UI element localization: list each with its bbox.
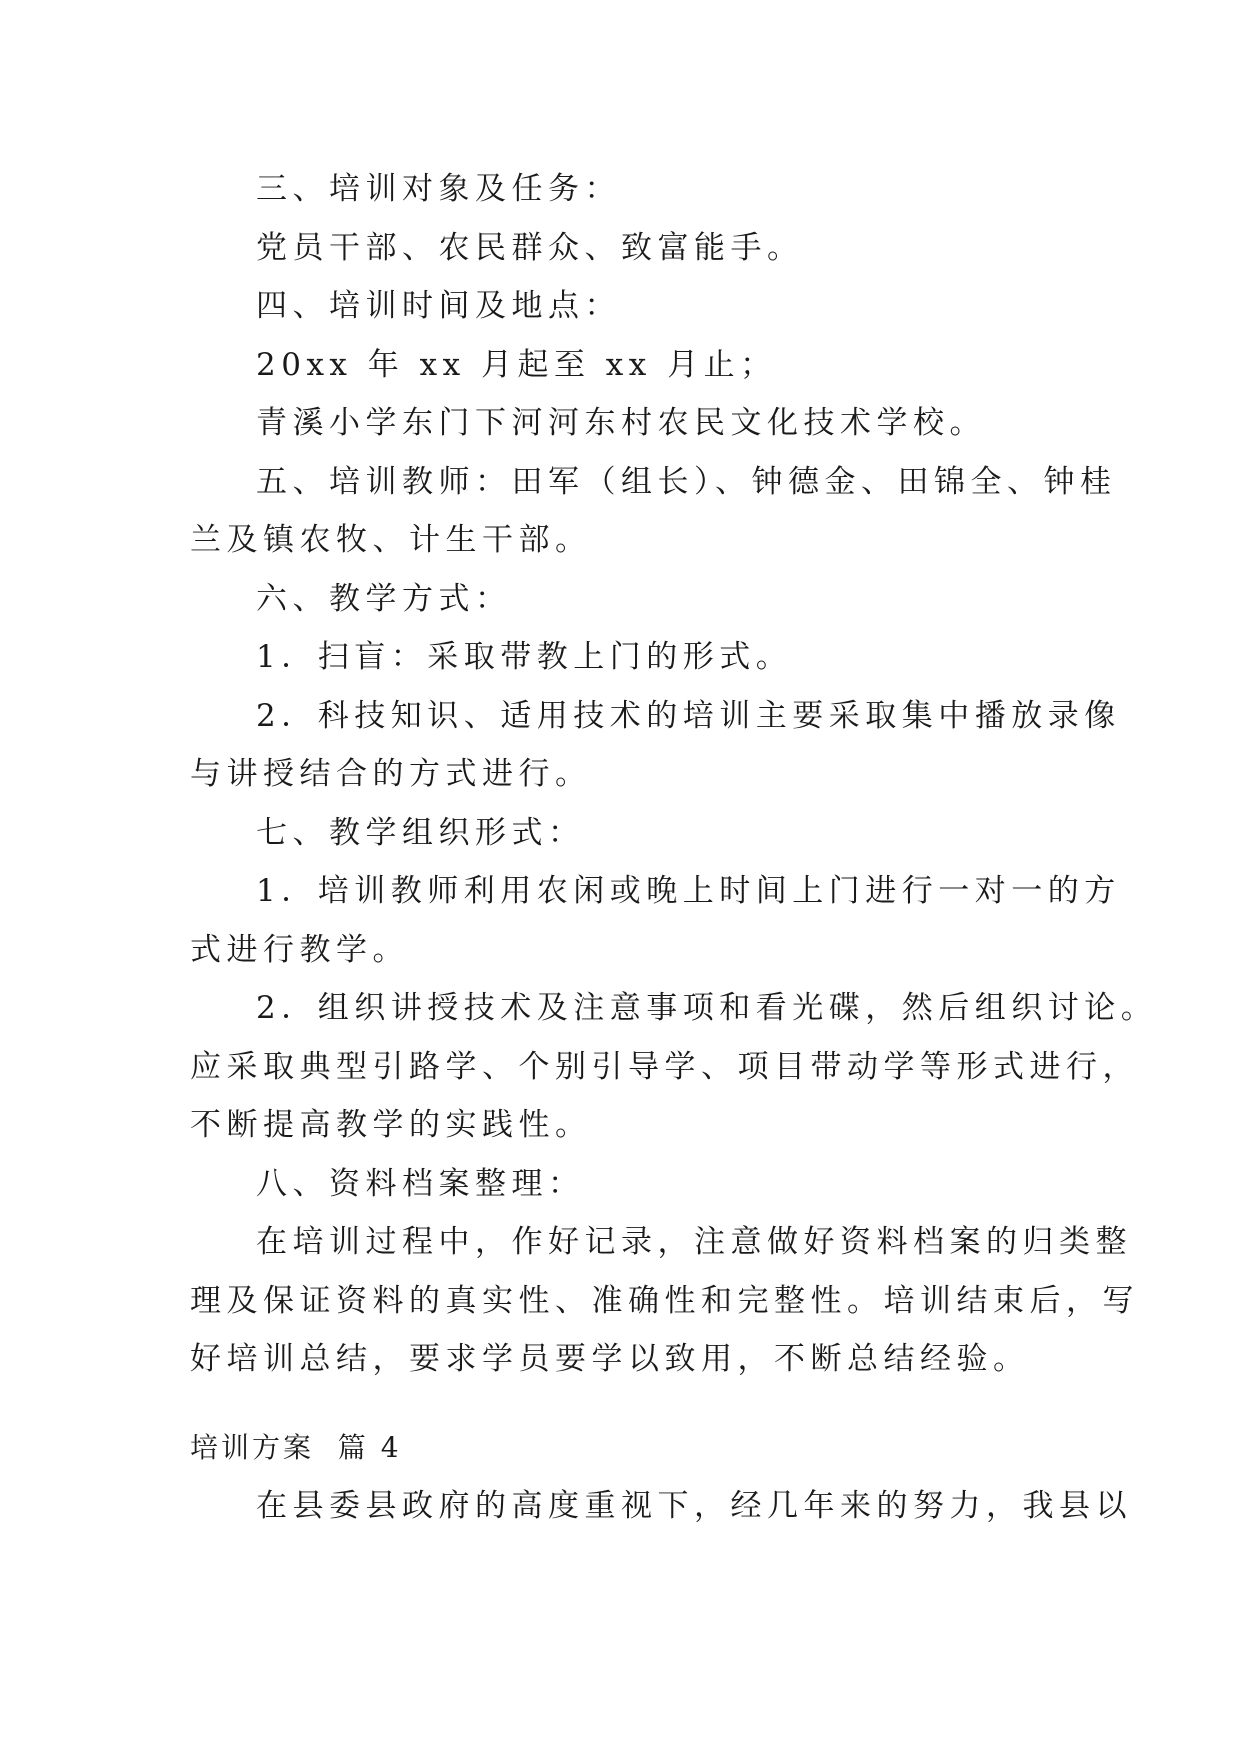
paragraph-line: 20xx 年 xx 月起至 xx 月止； [256, 346, 777, 383]
section-heading-three: 三、培训对象及任务： [256, 171, 621, 207]
paragraph-line: 党员干部、农民群众、致富能手。 [256, 229, 804, 266]
document-body [190, 160, 1158, 1536]
paragraph-line: 理及保证资料的真实性、准确性和完整性。培训结束后，写 [190, 1282, 1139, 1319]
paragraph-line: 1．扫盲：采取带教上门的形式。 [256, 639, 793, 675]
paragraph-line: 1．培训教师利用农闲或晚上时间上门进行一对一的方 [256, 873, 1121, 909]
section-heading-five: 五、培训教师：田军（组长）、钟德金、田锦全、钟桂 [256, 463, 1117, 500]
section-heading-eight: 八、资料档案整理： [256, 1165, 585, 1202]
paragraph-line: 在县委县政府的高度重视下，经几年来的努力，我县以 [256, 1488, 1132, 1524]
section-heading-six: 六、教学方式： [256, 580, 512, 617]
paragraph-line: 2．科技知识、适用技术的培训主要采取集中播放录像 [256, 697, 1121, 734]
paragraph-line: 与讲授结合的方式进行。 [190, 756, 592, 792]
paragraph-line: 应采取典型引路学、个别引导学、项目带动学等形式进行， [190, 1048, 1139, 1085]
paragraph-line: 式进行教学。 [190, 931, 409, 968]
paragraph-line: 2．组织讲授技术及注意事项和看光碟，然后组织讨论。 [256, 990, 1158, 1026]
paragraph-line: 兰及镇农牧、计生干部。 [190, 522, 592, 558]
section-heading-four: 四、培训时间及地点： [256, 288, 621, 324]
paragraph-line: 在培训过程中，作好记录，注意做好资料档案的归类整 [256, 1224, 1132, 1260]
paragraph-line: 青溪小学东门下河河东村农民文化技术学校。 [256, 405, 986, 441]
paragraph-line: 好培训总结，要求学员要学以致用，不断总结经验。 [190, 1341, 1030, 1377]
paragraph-line: 不断提高教学的实践性。 [190, 1107, 592, 1143]
section-title: 培训方案 篇 4 [190, 1430, 402, 1464]
section-heading-seven: 七、教学组织形式： [256, 814, 585, 851]
